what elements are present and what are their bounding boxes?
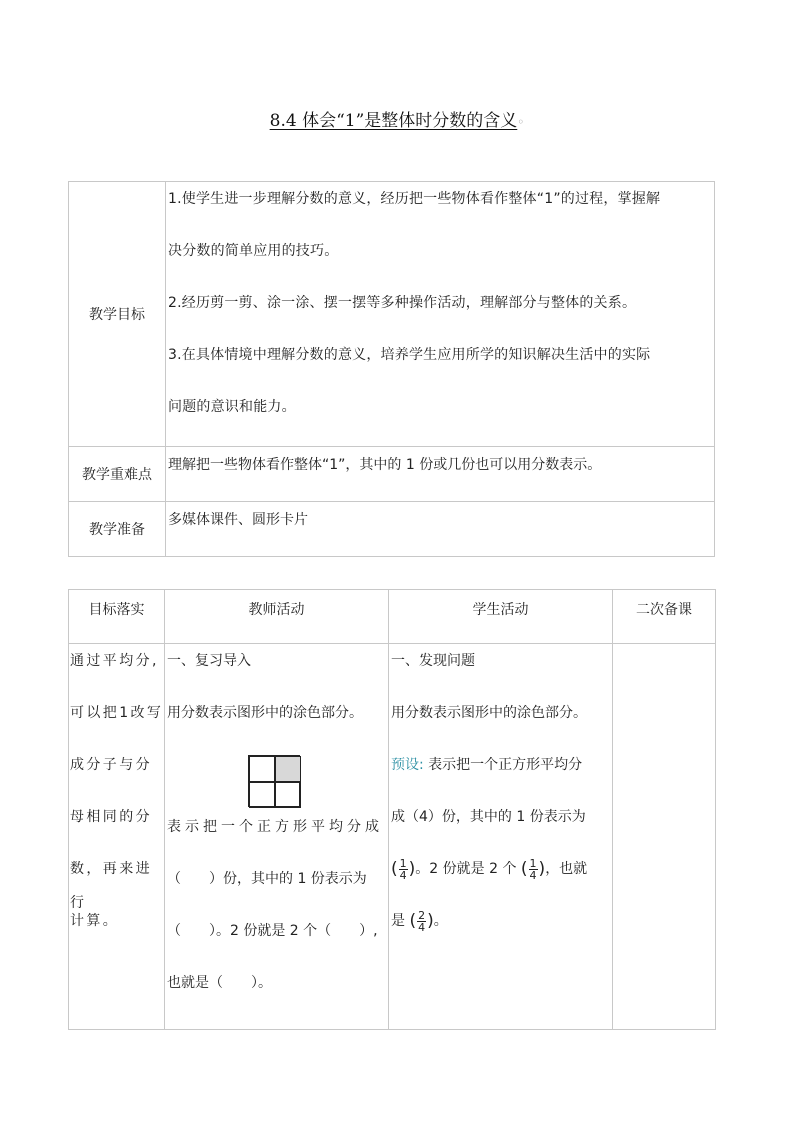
prep-content [166,502,715,557]
student-activity-cell [389,644,613,1030]
title-text: 8.4 体会“1”是整体时分数的含义 [269,111,518,131]
key-text: 理解把一些物体看作整体“1”，其中的 1 份或几份也可以用分数表示。 [168,457,602,473]
header-teacher: 教师活动 [165,590,389,644]
square-cell [249,782,275,808]
key-content [166,447,715,502]
goal-impl-line: 可以把1改写 [70,705,164,721]
prep-text: 多媒体课件、圆形卡片 [168,512,308,528]
goal-line: 2.经历剪一剪、涂一涂、摆一摆等多种操作活动，理解部分与整体的关系。 [168,295,637,311]
fraction-two-quarters: $\frac{2}{4}$ [418,908,426,934]
student-text: 是 [391,913,405,929]
student-text: 。 [433,913,448,929]
goal-line: 决分数的简单应用的技巧。 [168,243,339,259]
prep-label: 教学准备 [69,502,166,557]
square-cell [275,782,301,808]
goal-impl-line: 数，再来进行 [70,861,152,911]
student-text: ，也就 [545,861,588,877]
teacher-line: 表示把一个正方形平均分成 [167,819,383,835]
teacher-line: （ ）份，其中的 1 份表示为 [167,871,367,887]
square-cell [249,756,275,782]
header-goal: 目标落实 [69,590,165,644]
goal-line: 3.在具体情境中理解分数的意义，培养学生应用所学的知识解决生活中的实际 [168,347,651,363]
goal-content [166,182,715,447]
goal-impl-line: 成分子与分 [70,757,152,773]
goal-line: 问题的意识和能力。 [168,399,296,415]
second-prep-cell [613,644,716,1030]
goal-impl-line: 通过平均分, [70,653,159,669]
teacher-activity-cell [165,644,389,1030]
key-label: 教学重难点 [69,447,166,502]
student-text: 。2 份就是 2 个 [415,861,517,877]
page-title [0,106,794,131]
student-line: 用分数表示图形中的涂色部分。 [391,705,587,721]
preset-label: 预设: [391,757,424,773]
student-line [389,748,612,800]
fraction-one-quarter: $\frac{1}{4}$ [399,856,407,882]
paragraph-mark: ◦ [517,115,525,129]
student-line: 是 ( $\frac{2}{4}$ )。 [391,908,448,934]
goal-impl-line: 母相同的分 [70,809,152,825]
header-second-prep: 二次备课 [613,590,716,644]
fraction-one-quarter: $\frac{1}{4}$ [529,856,537,882]
teacher-line: （ ）。2 份就是 2 个（ ）, [167,923,378,939]
goal-label: 教学目标 [69,182,166,447]
teacher-line: 一、复习导入 [167,653,251,669]
student-line: 成（4）份，其中的 1 份表示为 [391,809,586,825]
lesson-info-table [68,181,715,557]
header-student: 学生活动 [389,590,613,644]
student-line: ( $\frac{1}{4}$ )。2 份就是 2 个 ( $\frac{1}{4}$ )，也就 [391,856,588,882]
student-text: 表示把一个正方形平均分 [423,757,583,773]
shaded-square-cell [275,756,301,782]
goal-line: 1.使学生进一步理解分数的意义，经历把一些物体看作整体“1”的过程，掌握解 [168,191,661,207]
square-quarter-figure [248,755,300,807]
teacher-line: 用分数表示图形中的涂色部分。 [167,705,363,721]
goal-implementation-cell [69,644,165,1030]
teacher-line: 也就是（ ）。 [167,975,272,991]
goal-impl-line: 计算。 [70,913,120,929]
student-line: 一、发现问题 [391,653,475,669]
lesson-activity-table [68,589,716,1030]
